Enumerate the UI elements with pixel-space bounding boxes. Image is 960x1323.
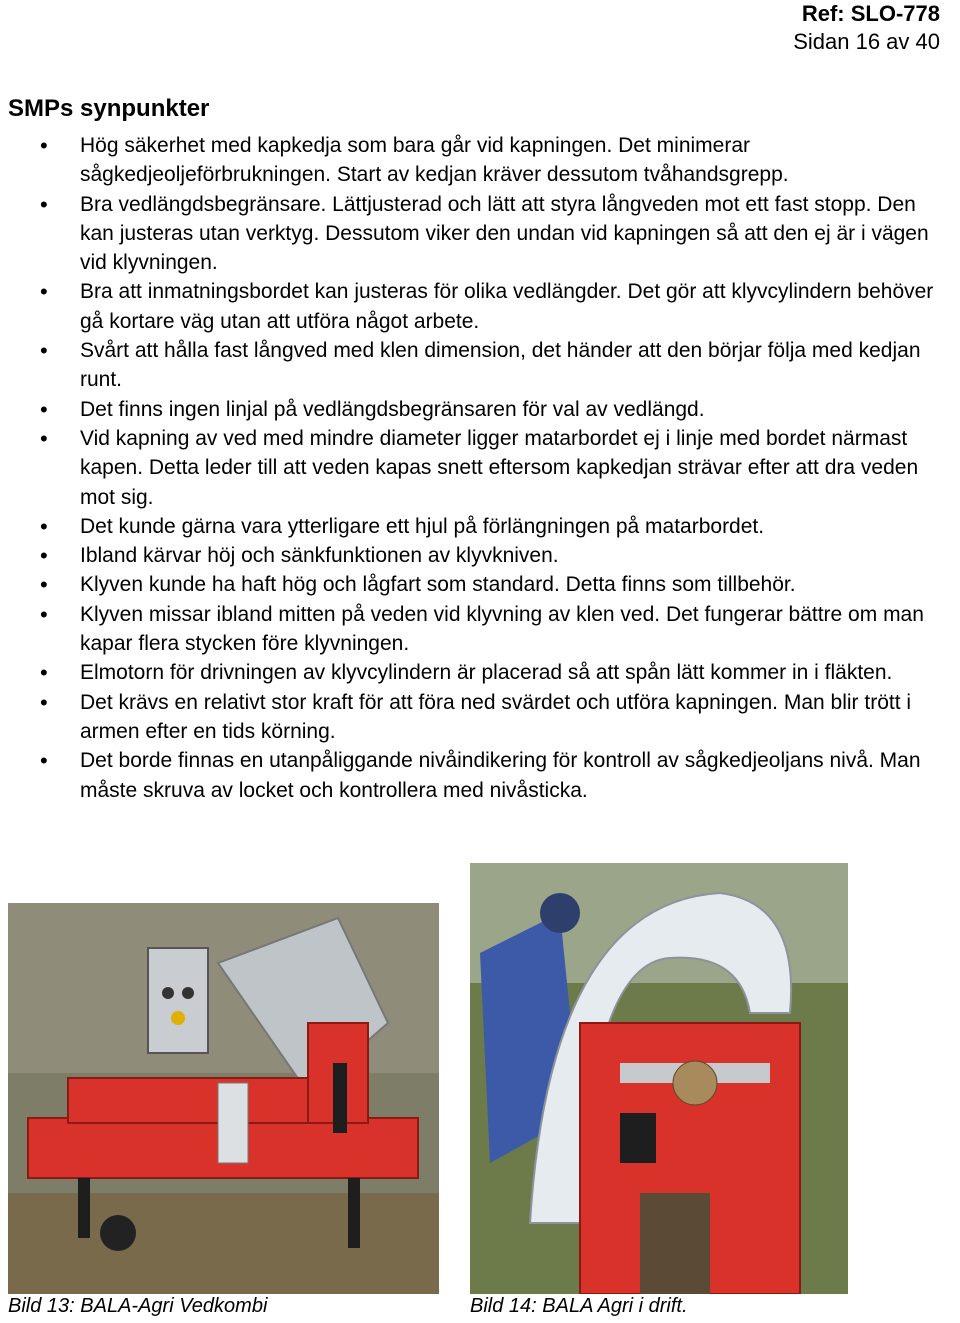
photo-bala-agri-in-operation: [470, 863, 848, 1294]
list-item: • Bra vedlängdsbegränsare. Lättjusterad och lätt att styra långveden mot ett fast stopp. Den kan justeras utan verktyg. Dessutom viker den undan vid kapningen så att den ej är i vägen vid klyvningen.: [0, 190, 960, 278]
list-item: • Ibland kärvar höj och sänkfunktionen av klyvkniven.: [0, 541, 960, 570]
photo-vedkombi-illustration: [8, 903, 439, 1294]
list-item: • Det finns ingen linjal på vedlängdsbegränsaren för val av vedlängd.: [0, 395, 960, 424]
section-title: SMPs synpunkter: [8, 95, 210, 122]
photo-bala-agri-vedkombi: [8, 903, 439, 1294]
document-reference: Ref: SLO-778: [801, 1, 940, 26]
page-header: [793, 0, 940, 56]
list-item: • Vid kapning av ved med mindre diameter ligger matarbordet ej i linje med bordet närmast kapen. Detta leder till att veden kapas snett eftersom kapkedjan strävar efter att dra veden mot sig.: [0, 424, 960, 512]
page-number: Sidan 16 av 40: [793, 29, 940, 54]
list-item: • Hög säkerhet med kapkedja som bara går vid kapningen. Det minimerar sågkedjeoljeförbrukningen. Start av kedjan kräver dessutom tvåhandsgrepp.: [0, 131, 960, 190]
observations-list: [0, 131, 960, 805]
figure-caption: Bild 14: BALA Agri i drift.: [470, 1295, 688, 1317]
list-item: • Det krävs en relativt stor kraft för att föra ned svärdet och utföra kapningen. Man blir trött i armen efter en tids körning.: [0, 688, 960, 747]
list-item: • Svårt att hålla fast långved med klen dimension, det händer att den börjar följa med kedjan runt.: [0, 336, 960, 395]
list-item: • Klyven kunde ha haft hög och lågfart som standard. Detta finns som tillbehör.: [0, 570, 960, 599]
list-item: • Det kunde gärna vara ytterligare ett hjul på förlängningen på matarbordet.: [0, 512, 960, 541]
photo-operation-illustration: [470, 863, 848, 1294]
list-item: • Bra att inmatningsbordet kan justeras för olika vedlängder. Det gör att klyvcylindern behöver gå kortare väg utan att utföra något arbete.: [0, 277, 960, 336]
list-item: • Det borde finnas en utanpåliggande nivåindikering för kontroll av sågkedjeoljans nivå. Man måste skruva av locket och kontrollera med nivåsticka.: [0, 746, 960, 805]
figure-caption: Bild 13: BALA-Agri Vedkombi: [8, 1295, 268, 1317]
list-item: • Elmotorn för drivningen av klyvcylindern är placerad så att spån lätt kommer in i fläkten.: [0, 658, 960, 687]
list-item: • Klyven missar ibland mitten på veden vid klyvning av klen ved. Det fungerar bättre om man kapar flera stycken före klyvningen.: [0, 600, 960, 659]
